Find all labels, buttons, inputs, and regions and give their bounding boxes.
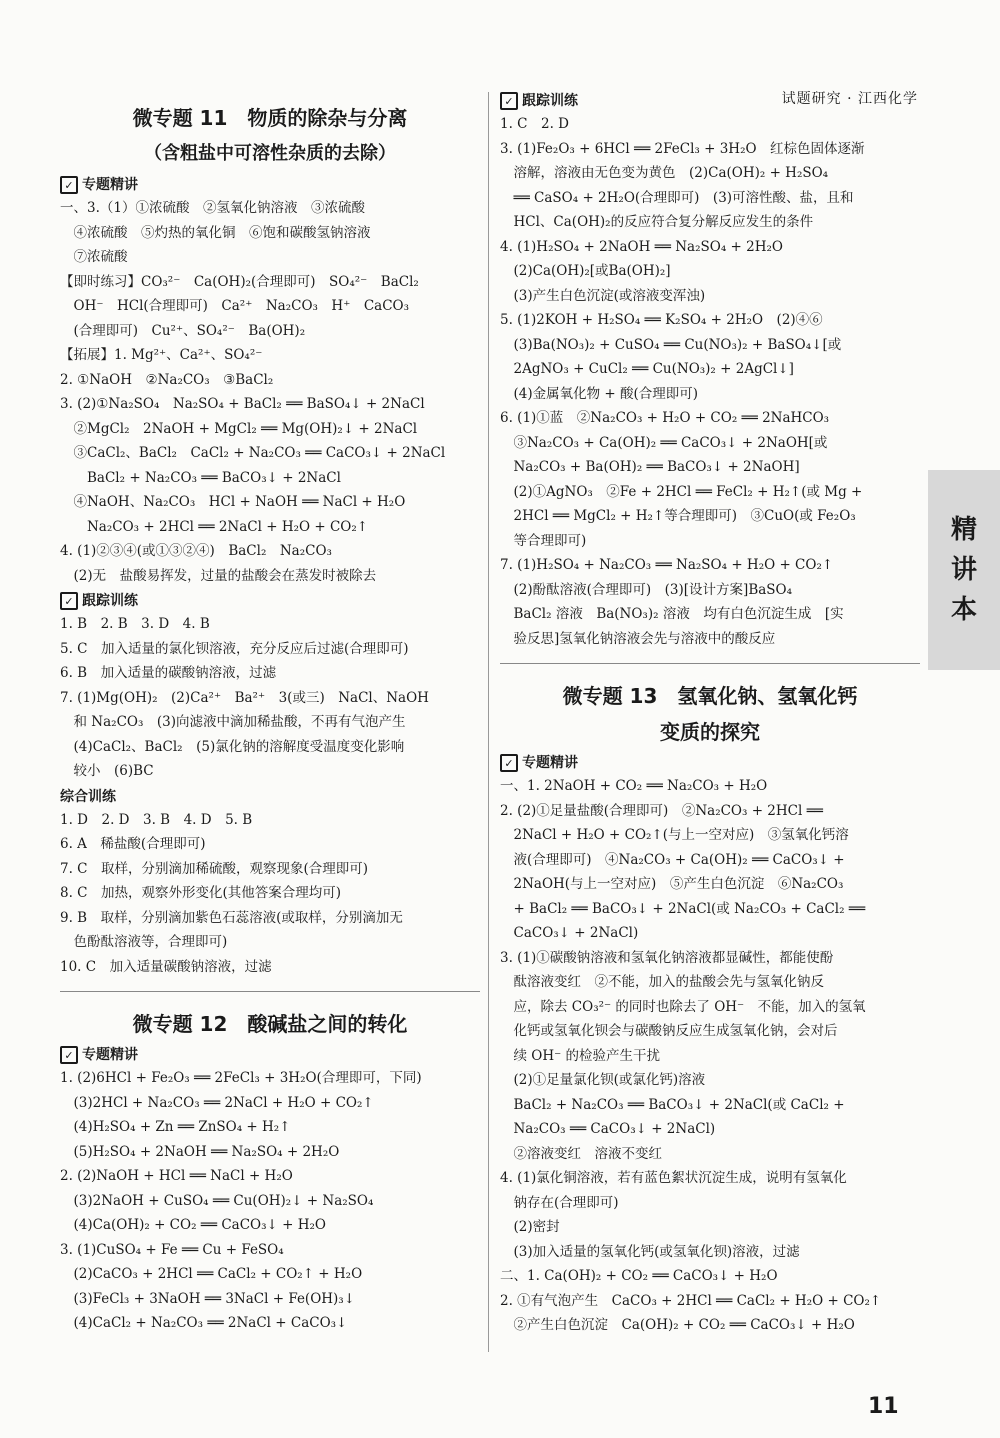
- answer-line: 2. (2)NaOH + HCl ══ NaCl + H₂O: [60, 1168, 293, 1184]
- answer-line: 等合理即可): [500, 532, 587, 549]
- answer-line: 续 OH⁻ 的检验产生干扰: [500, 1047, 661, 1064]
- topic-title-12: 微专题 12 酸碱盐之间的转化: [132, 1012, 408, 1036]
- answer-line: 2NaCl + H₂O + CO₂↑(与上一空对应) ③氢氧化钙溶: [500, 827, 849, 843]
- answer-block: [500, 112, 920, 651]
- answer-block: [60, 1066, 480, 1336]
- checkbox-icon: ✓: [500, 92, 518, 110]
- answer-line: (5)H₂SO₄ + 2NaOH ══ Na₂SO₄ + 2H₂O: [60, 1143, 340, 1160]
- section-divider: [500, 663, 920, 664]
- side-tab-char: 精: [950, 515, 977, 545]
- answer-line: (2)酚酞溶液(合理即可) (3)[设计方案]BaSO₄: [500, 581, 793, 598]
- answer-line: 3. (2)①Na₂SO₄ Na₂SO₄ + BaCl₂ ══ BaSO₄↓ + 2NaCl: [60, 396, 425, 412]
- answer-line: 2. ①有气泡产生 CaCO₃ + 2HCl ══ CaCl₂ + H₂O + CO₂↑: [500, 1292, 882, 1309]
- answer-line: ②MgCl₂ 2NaOH + MgCl₂ ══ Mg(OH)₂↓ + 2NaCl: [60, 420, 418, 437]
- right-column: [500, 88, 920, 1338]
- checkbox-icon: ✓: [500, 754, 518, 772]
- answer-line: (2)无 盐酸易挥发，过量的盐酸会在蒸发时被除去: [60, 567, 377, 584]
- answer-line: 化钙或氢氧化钡会与碳酸钠反应生成氢氧化钠，会对后: [500, 1023, 838, 1039]
- section-label: 专题精讲: [82, 177, 138, 193]
- answer-line: ③CaCl₂、BaCl₂ CaCl₂ + Na₂CO₃ ══ CaCO₃↓ + 2NaCl: [60, 445, 446, 461]
- answer-line: 8. C 加热，观察外形变化(其他答案合理均可): [60, 885, 342, 901]
- answer-line: 1. D 2. D 3. B 4. D 5. B: [60, 811, 253, 828]
- answer-line: 2HCl ══ MgCl₂ + H₂↑等合理即可) ③CuO(或 Fe₂O₃: [500, 508, 856, 524]
- checkbox-icon: ✓: [60, 1046, 78, 1064]
- answer-line: 一、3.（1）①浓硫酸 ②氢氧化钠溶液 ③浓硫酸: [60, 200, 365, 216]
- section-heading: [60, 590, 480, 612]
- answer-line: 色酚酞溶液等，合理即可): [60, 934, 228, 950]
- section-label: 专题精讲: [82, 1047, 138, 1063]
- section-divider: [60, 991, 480, 992]
- section-heading: [60, 786, 480, 808]
- answer-line: 10. C 加入适量碳酸钠溶液，过滤: [60, 958, 272, 975]
- answer-line: BaCl₂ + Na₂CO₃ ══ BaCO₃↓ + 2NaCl: [60, 469, 341, 486]
- answer-line: 钠存在(合理即可): [500, 1194, 619, 1211]
- answer-line: (2)①AgNO₃ ②Fe + 2HCl ══ FeCl₂ + H₂↑(或 Mg +: [500, 483, 863, 500]
- answer-line: CaCO₃↓ + 2NaCl): [500, 925, 639, 941]
- answer-line: (4)Ca(OH)₂ + CO₂ ══ CaCO₃↓ + H₂O: [60, 1217, 326, 1233]
- answer-line: BaCl₂ 溶液 Ba(NO₃)₂ 溶液 均有白色沉淀生成 [实: [500, 606, 844, 622]
- answer-line: 6. (1)①蓝 ②Na₂CO₃ + H₂O + CO₂ ══ 2NaHCO₃: [500, 410, 830, 426]
- answer-line: 4. (1)H₂SO₄ + 2NaOH ══ Na₂SO₄ + 2H₂O: [500, 238, 783, 255]
- answer-line: (3)FeCl₃ + 3NaOH ══ 3NaCl + Fe(OH)₃↓: [60, 1290, 356, 1307]
- answer-line: (3)2NaOH + CuSO₄ ══ Cu(OH)₂↓ + Na₂SO₄: [60, 1192, 374, 1209]
- left-column: [60, 100, 480, 1336]
- section-label: 专题精讲: [522, 755, 578, 771]
- answer-line: Na₂CO₃ ══ CaCO₃↓ + 2NaCl): [500, 1121, 716, 1137]
- answer-line: (4)CaCl₂ + Na₂CO₃ ══ 2NaCl + CaCO₃↓: [60, 1315, 348, 1331]
- answer-line: ③Na₂CO₃ + Ca(OH)₂ ══ CaCO₃↓ + 2NaOH[或: [500, 434, 828, 451]
- answer-line: 7. C 取样，分别滴加稀硫酸，观察现象(合理即可): [60, 860, 369, 877]
- answer-line: Na₂CO₃ + Ba(OH)₂ ══ BaCO₃↓ + 2NaOH]: [500, 459, 800, 475]
- answer-line: 2NaOH(与上一空对应) ⑤产生白色沉淀 ⑥Na₂CO₃: [500, 876, 844, 892]
- answer-block: [500, 774, 920, 1338]
- page-header: 试题研究 · 江西化学: [781, 91, 918, 107]
- answer-line: 液(合理即可) ④Na₂CO₃ + Ca(OH)₂ ══ CaCO₃↓ +: [500, 851, 845, 868]
- section-heading: [60, 1044, 480, 1066]
- answer-line: 2AgNO₃ + CuCl₂ ══ Cu(NO₃)₂ + 2AgCl↓]: [500, 361, 794, 377]
- answer-line: 2. ①NaOH ②Na₂CO₃ ③BaCl₂: [60, 371, 274, 388]
- answer-line: 3. (1)CuSO₄ + Fe ══ Cu + FeSO₄: [60, 1241, 284, 1258]
- answer-line: 3. (1)Fe₂O₃ + 6HCl ══ 2FeCl₃ + 3H₂O 红棕色固体逐渐: [500, 140, 865, 157]
- section-heading: [500, 90, 920, 112]
- answer-line: 5. (1)2KOH + H₂SO₄ ══ K₂SO₄ + 2H₂O (2)④⑥: [500, 312, 823, 328]
- answer-line: ⑦浓硫酸: [60, 249, 128, 265]
- answer-line: 5. C 加入适量的氯化钡溶液，充分反应后过滤(合理即可): [60, 640, 409, 657]
- answer-line: (3)2HCl + Na₂CO₃ ══ 2NaCl + H₂O + CO₂↑: [60, 1094, 374, 1111]
- side-tab-char: 本: [950, 595, 977, 625]
- answer-line: 6. A 稀盐酸(合理即可): [60, 836, 206, 852]
- answer-line: 应，除去 CO₃²⁻ 的同时也除去了 OH⁻ 不能，加入的氢氧: [500, 998, 866, 1015]
- answer-block: [60, 196, 480, 588]
- section-label: 跟踪训练: [522, 93, 578, 109]
- answer-line: (2)密封: [500, 1219, 560, 1235]
- answer-line: Na₂CO₃ + 2HCl ══ 2NaCl + H₂O + CO₂↑: [60, 518, 369, 535]
- answer-block: [60, 612, 480, 784]
- side-tab: [928, 470, 1000, 670]
- answer-line: 1. B 2. B 3. D 4. B: [60, 616, 210, 632]
- answer-line: 2. (2)①足量盐酸(合理即可) ②Na₂CO₃ + 2HCl ══: [500, 802, 823, 819]
- answer-line: 酞溶液变红 ②不能，加入的盐酸会先与氢氧化钠反: [500, 974, 824, 990]
- answer-line: (2)Ca(OH)₂[或Ba(OH)₂]: [500, 263, 671, 279]
- checkbox-icon: ✓: [60, 592, 78, 610]
- checkbox-icon: ✓: [60, 176, 78, 194]
- answer-line: 二、1. Ca(OH)₂ + CO₂ ══ CaCO₃↓ + H₂O: [500, 1268, 778, 1284]
- section-label: 跟踪训练: [82, 593, 138, 609]
- answer-line: (4)金属氧化物 + 酸(合理即可): [500, 385, 699, 402]
- answer-line: (4)CaCl₂、BaCl₂ (5)氯化钠的溶解度受温度变化影响: [60, 738, 405, 755]
- section-heading: [60, 174, 480, 196]
- section-label: 综合训练: [60, 788, 116, 805]
- answer-line: ④浓硫酸 ⑤灼热的氧化铜 ⑥饱和碳酸氢钠溶液: [60, 224, 371, 241]
- answer-line: 6. B 加入适量的碳酸钠溶液，过滤: [60, 665, 277, 681]
- answer-line: 较小 (6)BC: [60, 763, 154, 779]
- answer-line: ②产生白色沉淀 Ca(OH)₂ + CO₂ ══ CaCO₃↓ + H₂O: [500, 1317, 855, 1333]
- topic-subtitle-13: 变质的探究: [660, 720, 760, 744]
- answer-line: 7. (1)Mg(OH)₂ (2)Ca²⁺ Ba²⁺ 3(或三) NaCl、NaOH: [60, 689, 429, 706]
- answer-line: ══ CaSO₄ + 2H₂O(合理即可) (3)可溶性酸、盐，且和: [500, 189, 854, 206]
- answer-line: 4. (1)②③④(或①③②④) BaCl₂ Na₂CO₃: [60, 543, 332, 559]
- topic-title-13: 微专题 13 氢氧化钠、氢氧化钙: [562, 684, 858, 708]
- answer-line: 4. (1)氯化铜溶液，若有蓝色絮状沉淀生成，说明有氢氧化: [500, 1170, 847, 1186]
- answer-line: 1. C 2. D: [500, 116, 569, 132]
- side-tab-char: 讲: [950, 555, 977, 585]
- answer-line: (3)产生白色沉淀(或溶液变浑浊): [500, 287, 706, 304]
- answer-line: 3. (1)①碳酸钠溶液和氢氧化钠溶液都显碱性，都能使酚: [500, 949, 834, 966]
- answer-line: (3)加入适量的氢氧化钙(或氢氧化钡)溶液，过滤: [500, 1243, 800, 1260]
- section-heading: [500, 752, 920, 774]
- answer-line: (2)CaCO₃ + 2HCl ══ CaCl₂ + CO₂↑ + H₂O: [60, 1266, 363, 1282]
- answer-line: 7. (1)H₂SO₄ + Na₂CO₃ ══ Na₂SO₄ + H₂O + CO₂↑: [500, 557, 834, 573]
- answer-line: (合理即可) Cu²⁺、SO₄²⁻ Ba(OH)₂: [60, 322, 306, 339]
- answer-line: BaCl₂ + Na₂CO₃ ══ BaCO₃↓ + 2NaCl(或 CaCl₂ +: [500, 1096, 845, 1113]
- answer-line: 验反思]氢氧化钠溶液会先与溶液中的酸反应: [500, 630, 776, 647]
- answer-block: [60, 808, 480, 980]
- column-divider: [488, 92, 489, 1352]
- answer-line: (2)①足量氯化钡(或氯化钙)溶液: [500, 1072, 706, 1088]
- answer-line: 和 Na₂CO₃ (3)向滤液中滴加稀盐酸，不再有气泡产生: [60, 714, 406, 730]
- answer-line: 1. (2)6HCl + Fe₂O₃ ══ 2FeCl₃ + 3H₂O(合理即可，下同): [60, 1070, 422, 1086]
- answer-line: ②溶液变红 溶液不变红: [500, 1145, 662, 1162]
- answer-line: 【拓展】1. Mg²⁺、Ca²⁺、SO₄²⁻: [60, 347, 263, 363]
- topic-subtitle-11: （含粗盐中可溶性杂质的去除）: [144, 143, 396, 164]
- answer-line: ④NaOH、Na₂CO₃ HCl + NaOH ══ NaCl + H₂O: [60, 494, 406, 510]
- topic-title-11: 微专题 11 物质的除杂与分离: [132, 106, 408, 130]
- answer-line: HCl、Ca(OH)₂的反应符合复分解反应发生的条件: [500, 214, 814, 230]
- answer-line: 9. B 取样，分别滴加紫色石蕊溶液(或取样，分别滴加无: [60, 909, 403, 926]
- answer-line: (3)Ba(NO₃)₂ + CuSO₄ ══ Cu(NO₃)₂ + BaSO₄↓[或: [500, 336, 842, 353]
- answer-line: 溶解，溶液由无色变为黄色 (2)Ca(OH)₂ + H₂SO₄: [500, 165, 829, 181]
- answer-line: (4)H₂SO₄ + Zn ══ ZnSO₄ + H₂↑: [60, 1119, 291, 1135]
- answer-line: OH⁻ HCl(合理即可) Ca²⁺ Na₂CO₃ H⁺ CaCO₃: [60, 298, 410, 314]
- answer-line: 一、1. 2NaOH + CO₂ ══ Na₂CO₃ + H₂O: [500, 778, 768, 794]
- page-number: 11: [868, 1394, 899, 1419]
- answer-line: 【即时练习】CO₃²⁻ Ca(OH)₂(合理即可) SO₄²⁻ BaCl₂: [60, 273, 419, 290]
- answer-line: + BaCl₂ ══ BaCO₃↓ + 2NaCl(或 Na₂CO₃ + CaCl₂ ══: [500, 900, 866, 917]
